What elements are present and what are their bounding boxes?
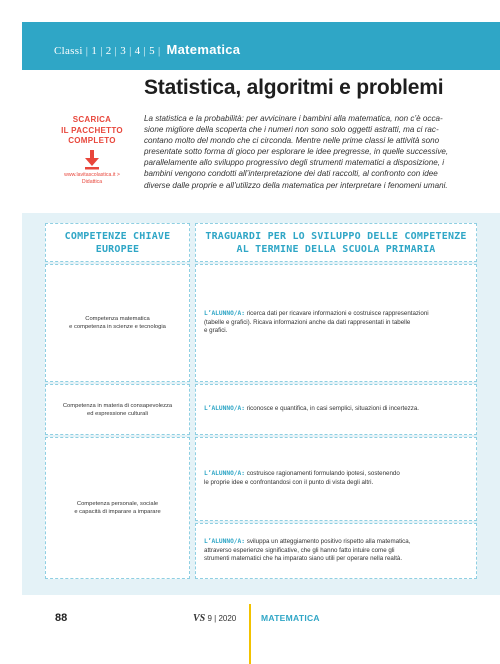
intro-line: contano molto del mondo che ci circonda. Mentre nelle prime classi le attività sono (144, 136, 440, 146)
classe-1[interactable]: 1 (91, 45, 98, 57)
competenza-line: ed espressione culturali (87, 410, 148, 417)
traguardo-lead: L’ALUNNO/A: (204, 405, 245, 413)
brand-logo: VS (193, 613, 206, 624)
intro-line: sione migliore della scoperta che i numeri non sono solo oggetti astratti, ma ci rac- (144, 125, 439, 135)
traguardo-text: riconosce e quantifica, in casi semplici, situazioni di incertezza. (246, 405, 420, 413)
traguardo-line: attraverso esperienze significative, che gli hanno fatto intuire come gli (204, 546, 395, 554)
traguardo-line (204, 470, 468, 479)
competenza-line: e competenza in scienze e tecnologia (69, 324, 166, 330)
traguardo-line: strumenti matematici che ha imparato siano utili per operare nella realtà. (204, 555, 403, 563)
intro-paragraph (144, 113, 462, 191)
download-line-3: COMPLETO (68, 136, 116, 145)
traguardo-cell (195, 264, 477, 382)
intro-line: bambini vengono condotti all’interpretazione dei dati raccolti, al confronto con idee (144, 169, 438, 179)
header-traguardi-line: AL TERMINE DELLA SCUOLA PRIMARIA (236, 243, 436, 255)
traguardo-text: sviluppa un atteggiamento positivo rispetto alla matematica, (246, 537, 411, 545)
competenza-cell (45, 384, 190, 435)
competenza-cell (45, 437, 190, 579)
classi-label: Classi (54, 45, 83, 57)
traguardo-lead: L’ALUNNO/A: (204, 470, 245, 478)
competence-table-panel (22, 213, 500, 595)
classe-3[interactable]: 3 (120, 45, 127, 57)
intro-line: diverse dalle proprie e all’utilizzo della matematica per interpretare i fenomeni umani. (144, 180, 448, 190)
header-traguardi-line: TRAGUARDI PER LO SVILUPPO DELLE COMPETENZE (205, 230, 467, 242)
intro-line: La statistica e la probabilità: per avvicinare i bambini alla matematica, non c’è occa- (144, 114, 443, 123)
breadcrumb: Classi | 1 | 2 | 3 | 4 | 5 | Matematica (54, 42, 241, 57)
traguardo-cell (195, 384, 477, 435)
intro-line: parallelamente allo sviluppo progressivo degli strumenti matematici a disposizione, i (144, 158, 445, 168)
traguardo-line: (tabelle e grafici). Ricava informazioni anche da dati rappresentati in tabelle (204, 318, 411, 326)
footer-divider (249, 604, 251, 664)
intro-line: presentate sotto forma di gioco per esplorare le idee pregresse, in quelle successive, (144, 147, 449, 157)
traguardo-line: le proprie idee e confrontandosi con il punto di vista degli altri. (204, 479, 374, 486)
header-traguardi (195, 223, 477, 262)
traguardo-text: ricerca dati per ricavare informazioni e costruisce rappresentazioni (246, 309, 429, 317)
classe-5[interactable]: 5 (149, 45, 155, 57)
competenza-line: Competenza matematica (85, 316, 150, 322)
subject-label: Matematica (166, 42, 241, 57)
classe-4[interactable]: 4 (134, 45, 141, 57)
competenza-cell (45, 264, 190, 382)
page-number: 88 (55, 612, 68, 624)
competenza-line: Competenza personale, sociale (76, 501, 159, 507)
traguardo-line (204, 310, 468, 319)
footer-brand (193, 613, 236, 624)
header-competenze-line: EUROPEE (95, 243, 140, 255)
traguardo-line (204, 405, 468, 414)
traguardo-cell (195, 523, 477, 579)
traguardo-line (204, 538, 468, 547)
header-competenze-line: COMPETENZE CHIAVE (64, 230, 171, 242)
download-arrow-icon (84, 150, 100, 170)
download-line-1: SCARICA (72, 115, 112, 124)
header-competenze (45, 223, 190, 262)
competenza-line: Competenza in materia di consapevolezza (62, 402, 173, 409)
issue-label: 9 | 2020 (207, 614, 237, 623)
classe-2[interactable]: 2 (105, 45, 112, 57)
traguardo-text: costruisce ragionamenti formulando ipotesi, sostenendo (246, 470, 400, 478)
traguardo-cell (195, 437, 477, 521)
download-link[interactable]: www.lavitascolastica.it > (64, 171, 120, 178)
traguardo-lead: L’ALUNNO/A: (204, 309, 245, 317)
download-link-section[interactable]: Didattica (81, 178, 103, 185)
competenza-line: e capacità di imparare a imparare (74, 509, 161, 515)
download-line-2: IL PACCHETTO (61, 125, 123, 135)
traguardo-lead: L’ALUNNO/A: (204, 537, 245, 545)
download-box[interactable] (52, 115, 132, 186)
footer-section: MATEMATICA (261, 613, 320, 623)
traguardo-line: e grafici. (204, 327, 228, 335)
page-title: Statistica, algoritmi e problemi (144, 76, 444, 99)
